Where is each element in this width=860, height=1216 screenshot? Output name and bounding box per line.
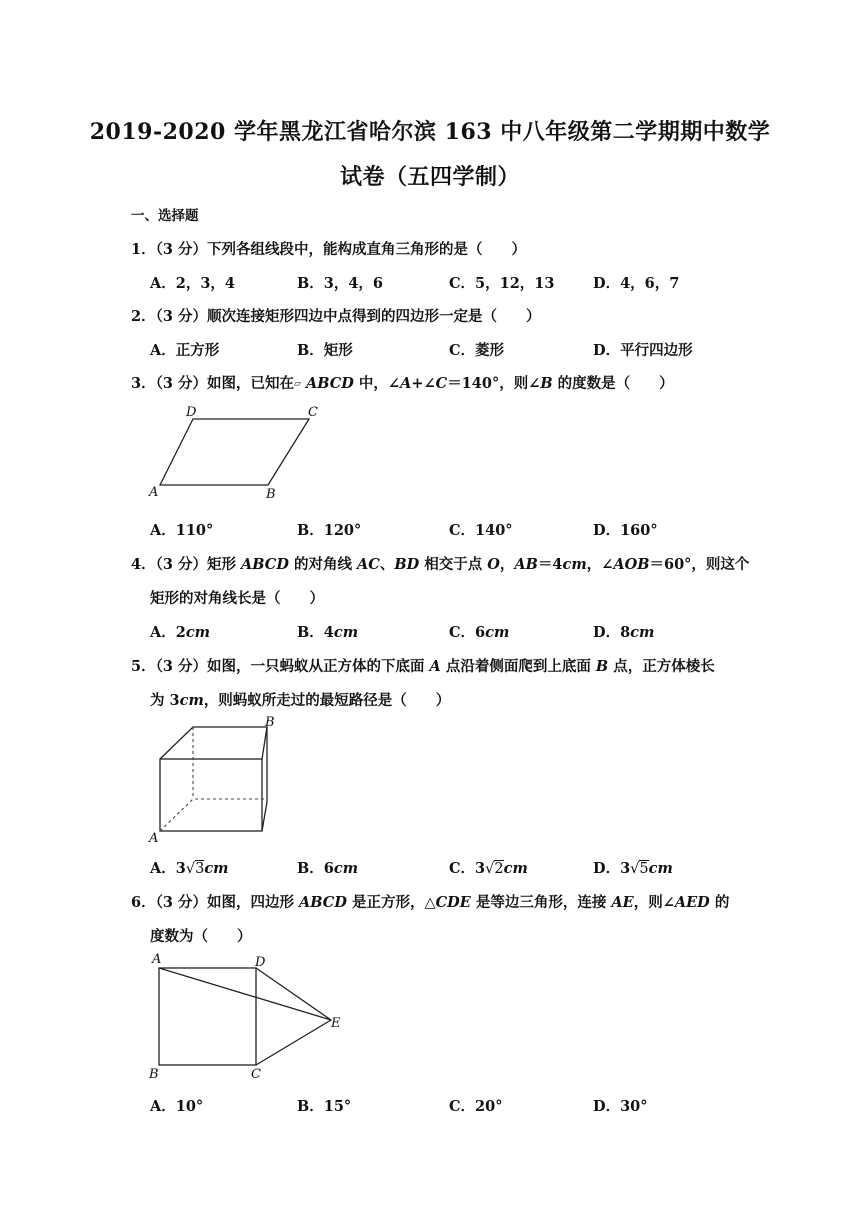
- question-1: [131, 238, 526, 259]
- option-text: B．6: [297, 860, 334, 877]
- q2-option-c: C．菱形: [449, 342, 505, 359]
- stem-text: 的对角线: [288, 556, 358, 573]
- stem-text: 是等边三角形，连接: [470, 894, 612, 911]
- stem-var: AC: [357, 556, 380, 573]
- stem-var: AE: [611, 894, 634, 911]
- stem-text: （3 分）矩形: [155, 556, 242, 573]
- stem-text: 的度数是（ ）: [552, 375, 674, 392]
- stem-text: （3 分）如图，一只蚂蚁从正方体的下底面: [155, 658, 430, 675]
- label-e: E: [331, 1016, 341, 1031]
- sqrt-icon: √: [485, 861, 495, 877]
- q6-option-d: D．30°: [593, 1098, 648, 1115]
- q3-option-d: D．160°: [593, 522, 658, 539]
- question-5: [131, 655, 715, 676]
- page-title-line2: 试卷（五四学制）: [339, 164, 520, 190]
- q6-option-c: C．20°: [449, 1098, 503, 1115]
- option-unit: cm: [333, 860, 359, 877]
- q3-option-a: A．110°: [150, 522, 214, 539]
- option-unit: cm: [333, 624, 359, 641]
- stem-var: C: [435, 375, 448, 392]
- label-c: C: [308, 405, 318, 420]
- stem-var: ABCD: [300, 375, 354, 392]
- question-number: 2．: [131, 308, 156, 325]
- stem-text: 是正方形，△: [346, 894, 436, 911]
- radicand: 2: [494, 861, 504, 877]
- label-a: A: [149, 485, 159, 500]
- stem-text: ，则蚂蚁所走过的最短路径是（ ）: [203, 692, 451, 709]
- stem-text: ，: [499, 556, 515, 573]
- q5-option-b: [297, 857, 358, 878]
- option-unit: cm: [630, 624, 655, 641]
- q1-option-d: D．4，6，7: [593, 275, 680, 292]
- q6-option-b: B．15°: [297, 1098, 352, 1115]
- option-text: D．3: [593, 860, 631, 877]
- stem-text: 的: [709, 894, 730, 911]
- option-text: C．6: [449, 624, 486, 641]
- q3-option-c: C．140°: [449, 522, 513, 539]
- option-unit: cm: [204, 860, 229, 877]
- question-number: 4．: [131, 556, 156, 573]
- stem-var: AB: [514, 556, 538, 573]
- sqrt-icon: √: [185, 861, 196, 877]
- stem-text: 、: [379, 556, 395, 573]
- stem-var: BD: [394, 556, 420, 573]
- option-text: B．4: [297, 624, 334, 641]
- stem-var: CDE: [435, 894, 471, 911]
- label-b: B: [266, 487, 276, 502]
- q5-option-d: [593, 857, 673, 878]
- label-d: D: [255, 955, 266, 970]
- option-text: A．2: [150, 624, 186, 641]
- stem-text: 中，∠: [353, 375, 401, 392]
- parallelogram-symbol: ▱: [293, 379, 301, 389]
- stem-var: A: [429, 658, 441, 675]
- q5-option-c: [449, 857, 528, 878]
- question-5-line2: [150, 689, 450, 710]
- stem-var: AOB: [613, 556, 650, 573]
- q1-option-c: C．5，12，13: [449, 275, 555, 292]
- q1-option-b: B．3，4，6: [297, 275, 384, 292]
- page-title-line1: 2019-2020 学年黑龙江省哈尔滨 163 中八年级第二学期期中数学: [89, 119, 771, 145]
- stem-text: ，则∠: [633, 894, 675, 911]
- label-d: D: [186, 405, 197, 420]
- question-6: [131, 891, 729, 912]
- question-stem: （3 分）下列各组线段中，能构成直角三角形的是（ ）: [155, 241, 526, 258]
- cube-figure: [145, 714, 285, 848]
- section-heading: 一、选择题: [131, 208, 199, 224]
- question-number: 3．: [131, 375, 156, 392]
- square-triangle-figure: [145, 950, 360, 1089]
- option-text: A．3: [150, 860, 186, 877]
- stem-var: ABCD: [299, 894, 347, 911]
- q6-option-a: A．10°: [150, 1098, 204, 1115]
- option-text: C．3: [449, 860, 486, 877]
- stem-text: ＝60°，则这个: [649, 556, 750, 573]
- option-unit: cm: [185, 624, 211, 641]
- stem-text: 为 3: [150, 692, 180, 709]
- q1-option-a: A．2，3，4: [150, 275, 236, 292]
- stem-text: ，∠: [586, 556, 614, 573]
- option-text: D．8: [593, 624, 631, 641]
- option-unit: cm: [503, 860, 528, 877]
- question-6-line2: 度数为（ ）: [150, 928, 252, 945]
- sqrt-icon: √: [630, 861, 640, 877]
- stem-var: cm: [179, 692, 204, 709]
- q3-option-b: B．120°: [297, 522, 362, 539]
- stem-text: 点，正方体棱长: [608, 658, 715, 675]
- stem-var: B: [540, 375, 553, 392]
- question-stem: （3 分）顺次连接矩形四边中点得到的四边形一定是（ ）: [155, 308, 541, 325]
- option-unit: cm: [648, 860, 673, 877]
- q4-option-d: [593, 621, 654, 642]
- radicand: 3: [195, 861, 205, 877]
- stem-var: cm: [562, 556, 587, 573]
- label-b: B: [265, 715, 275, 730]
- label-a: A: [152, 952, 162, 967]
- q2-option-d: D．平行四边形: [593, 342, 693, 359]
- question-number: 6．: [131, 894, 156, 911]
- stem-text: 点沿着侧面爬到上底面: [440, 658, 596, 675]
- stem-text: +∠: [411, 375, 436, 392]
- question-number: 1．: [131, 241, 156, 258]
- question-3: [131, 372, 674, 393]
- stem-text: ＝4: [537, 556, 563, 573]
- label-b: B: [149, 1067, 159, 1082]
- stem-text: （3 分）如图，已知在: [155, 375, 294, 392]
- q2-option-a: A．正方形: [150, 342, 220, 359]
- stem-text: ＝140°，则∠: [447, 375, 541, 392]
- stem-var: O: [487, 556, 500, 573]
- stem-var: A: [400, 375, 412, 392]
- option-unit: cm: [485, 624, 510, 641]
- stem-text: （3 分）如图，四边形: [155, 894, 300, 911]
- stem-var: ABCD: [241, 556, 289, 573]
- q4-option-a: [150, 621, 210, 642]
- question-2: [131, 305, 540, 326]
- question-4-line2: 矩形的对角线长是（ ）: [150, 590, 324, 607]
- parallelogram-figure: [145, 400, 335, 509]
- question-number: 5．: [131, 658, 156, 675]
- label-a: A: [149, 831, 159, 844]
- q4-option-c: [449, 621, 509, 642]
- radicand: 5: [639, 861, 649, 877]
- question-4: [131, 553, 749, 574]
- q4-option-b: [297, 621, 358, 642]
- q5-option-a: [150, 857, 229, 878]
- stem-text: 相交于点: [419, 556, 488, 573]
- q2-option-b: B．矩形: [297, 342, 353, 359]
- label-c: C: [251, 1067, 261, 1082]
- stem-var: B: [595, 658, 609, 675]
- stem-var: AED: [674, 894, 710, 911]
